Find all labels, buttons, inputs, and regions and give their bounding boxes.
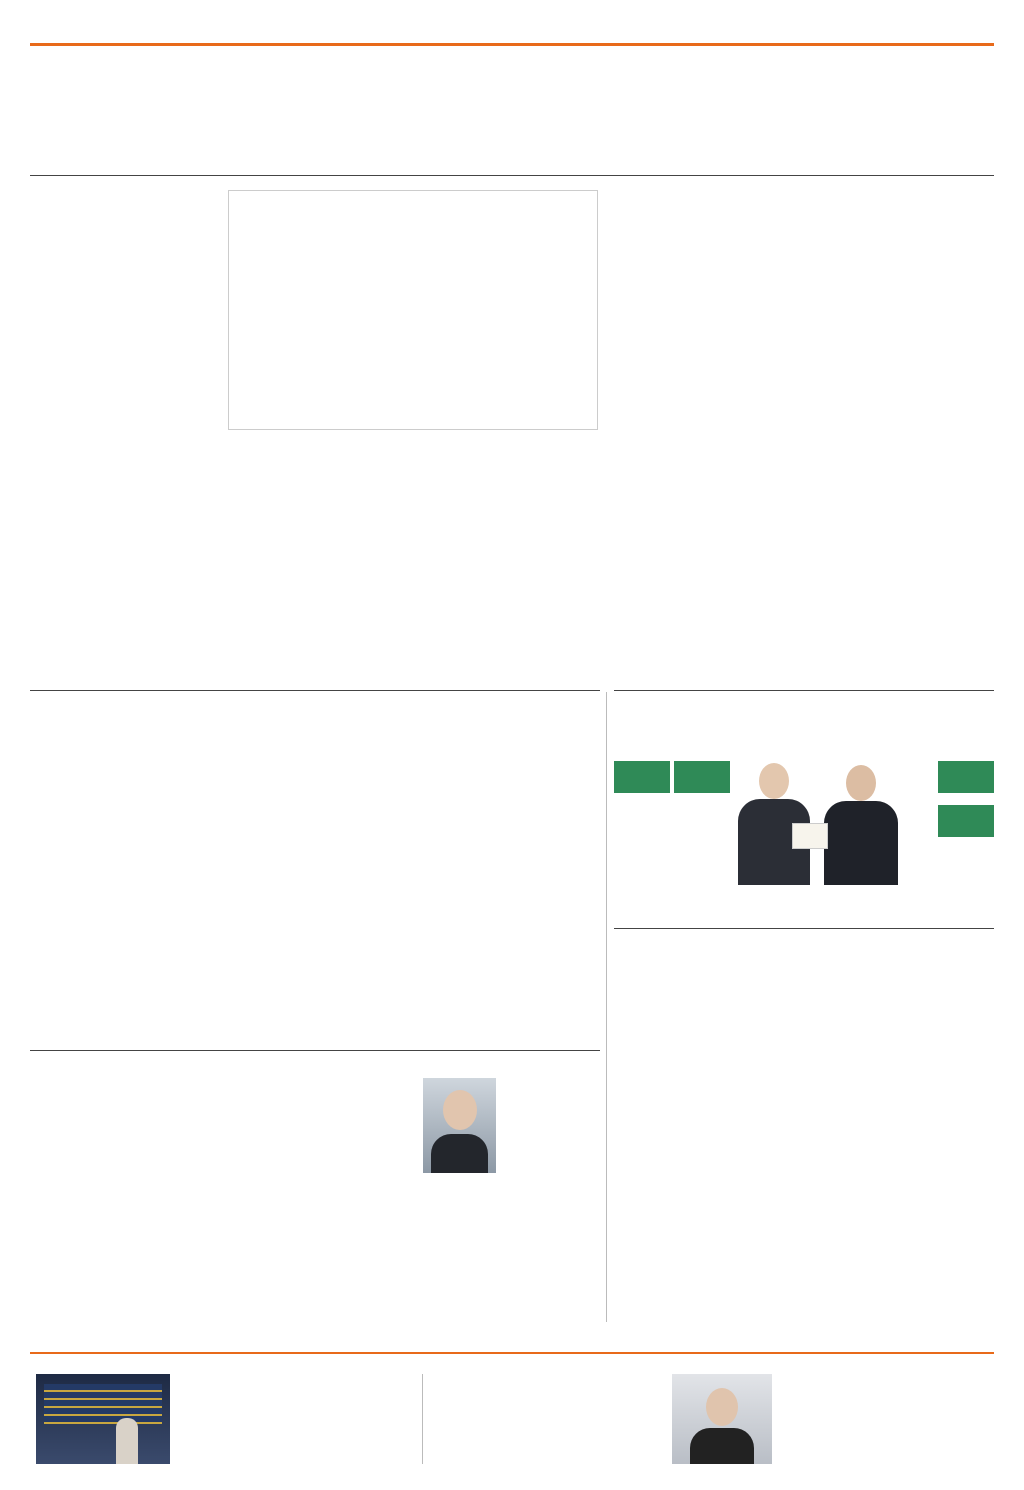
article-column <box>38 1128 214 1320</box>
portrait-photo <box>423 1078 496 1173</box>
backdrop-brand <box>878 761 934 793</box>
backdrop-brand <box>674 761 730 793</box>
article-column <box>230 1128 406 1320</box>
article-column <box>614 1022 794 1322</box>
article-column <box>808 988 988 1306</box>
backdrop-brand <box>938 805 994 837</box>
traveler-figure <box>116 1418 138 1464</box>
person-left-face <box>759 763 789 799</box>
divider <box>30 690 600 691</box>
news-briefs <box>30 1362 994 1472</box>
article-column <box>423 781 599 1009</box>
departure-board <box>44 1384 162 1424</box>
news-photo-portrait <box>672 1374 772 1464</box>
divider <box>30 1050 600 1051</box>
article-column <box>228 455 404 665</box>
article-column <box>38 833 214 1025</box>
article-column <box>38 333 214 663</box>
portrait-face <box>706 1388 738 1426</box>
infographic <box>228 190 598 430</box>
chart2-svg <box>419 221 597 411</box>
agreement-document <box>792 823 828 849</box>
footer-header <box>30 1328 994 1354</box>
column-divider <box>606 692 607 1322</box>
portrait-face <box>443 1090 477 1130</box>
divider <box>614 690 994 691</box>
person-right-face <box>846 765 876 801</box>
article-column <box>423 455 599 665</box>
news-photo-airport <box>36 1374 170 1464</box>
photo-backdrop <box>614 743 994 885</box>
backdrop-brand <box>614 761 670 793</box>
subheads <box>38 190 213 196</box>
event-photo <box>614 707 994 885</box>
article-column <box>500 1076 600 1176</box>
article-column <box>808 190 988 642</box>
column-divider <box>422 1374 423 1464</box>
backdrop-brand <box>938 761 994 793</box>
article-column <box>230 781 406 1025</box>
chart1-svg <box>229 235 429 415</box>
page-header <box>30 16 994 46</box>
person-right-suit <box>824 801 898 885</box>
backdrop-brand <box>614 805 670 837</box>
portrait-suit <box>690 1428 754 1464</box>
portrait-suit <box>431 1134 488 1173</box>
divider <box>614 928 994 929</box>
divider <box>30 175 994 176</box>
photo-banner <box>614 707 994 743</box>
article-column <box>614 190 790 665</box>
